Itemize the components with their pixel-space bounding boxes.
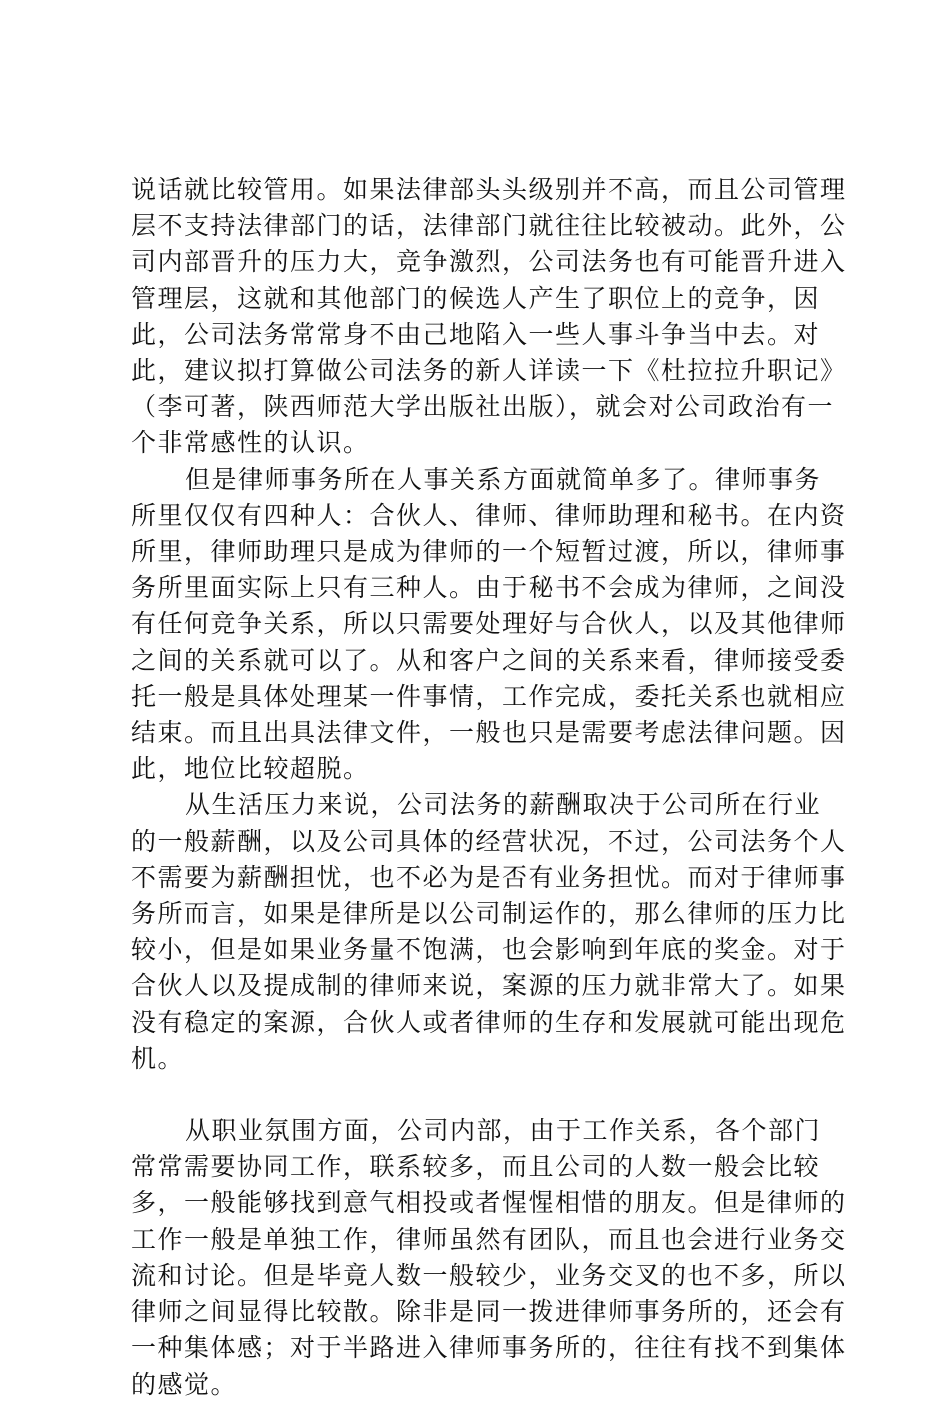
paragraph-law-firm-relations: 但是律师事务所在人事关系方面就简单多了。律师事务所里仅仅有四种人：合伙人、律师、律师助理和秘书。在内资所里，律师助理只是成为律师的一个短暂过渡，所以，律师事务所里面实际上只有三种人。由于秘书不会成为律师，之间没有任何竞争关系，所以只需要处理好与合伙人，以及其他律师之间的关系就可以了。从和客户之间的关系来看，律师接受委托一般是具体处理某一件事情，工作完成，委托关系也就相应结束。而且出具法律文件，一般也只是需要考虑法律问题。因此，地位比较超脱。: [131, 464, 847, 784]
paragraph-company-politics: 说话就比较管用。如果法律部头头级别并不高，而且公司管理层不支持法律部门的话，法律部门就往往比较被动。此外，公司内部晋升的压力大，竞争激烈，公司法务也有可能晋升进入管理层，这就和其他部门的候选人产生了职位上的竞争，因此，公司法务常常身不由己地陷入一些人事斗争当中去。对此，建议拟打算做公司法务的新人详读一下《杜拉拉升职记》（李可著，陕西师范大学出版社出版），就会对公司政治有一个非常感性的认识。: [131, 175, 847, 458]
paragraph-living-pressure: 从生活压力来说，公司法务的薪酬取决于公司所在行业的一般薪酬，以及公司具体的经营状况，不过，公司法务个人不需要为薪酬担忧，也不必为是否有业务担忧。而对于律师事务所而言，如果是律所是以公司制运作的，那么律师的压力比较小，但是如果业务量不饱满，也会影响到年底的奖金。对于合伙人以及提成制的律师来说，案源的压力就非常大了。如果没有稳定的案源，合伙人或者律师的生存和发展就可能出现危机。: [131, 790, 847, 1073]
document-body: [131, 172, 847, 1403]
paragraph-work-atmosphere: 从职业氛围方面，公司内部，由于工作关系，各个部门常常需要协同工作，联系较多，而且公司的人数一般会比较多，一般能够找到意气相投或者惺惺相惜的朋友。但是律师的工作一般是单独工作，律师虽然有团队，而且也会进行业务交流和讨论。但是毕竟人数一般较少，业务交叉的也不多，所以律师之间显得比较散。除非是同一拨进律师事务所的，还会有一种集体感；对于半路进入律师事务所的，往往有找不到集体的感觉。: [131, 1116, 847, 1399]
